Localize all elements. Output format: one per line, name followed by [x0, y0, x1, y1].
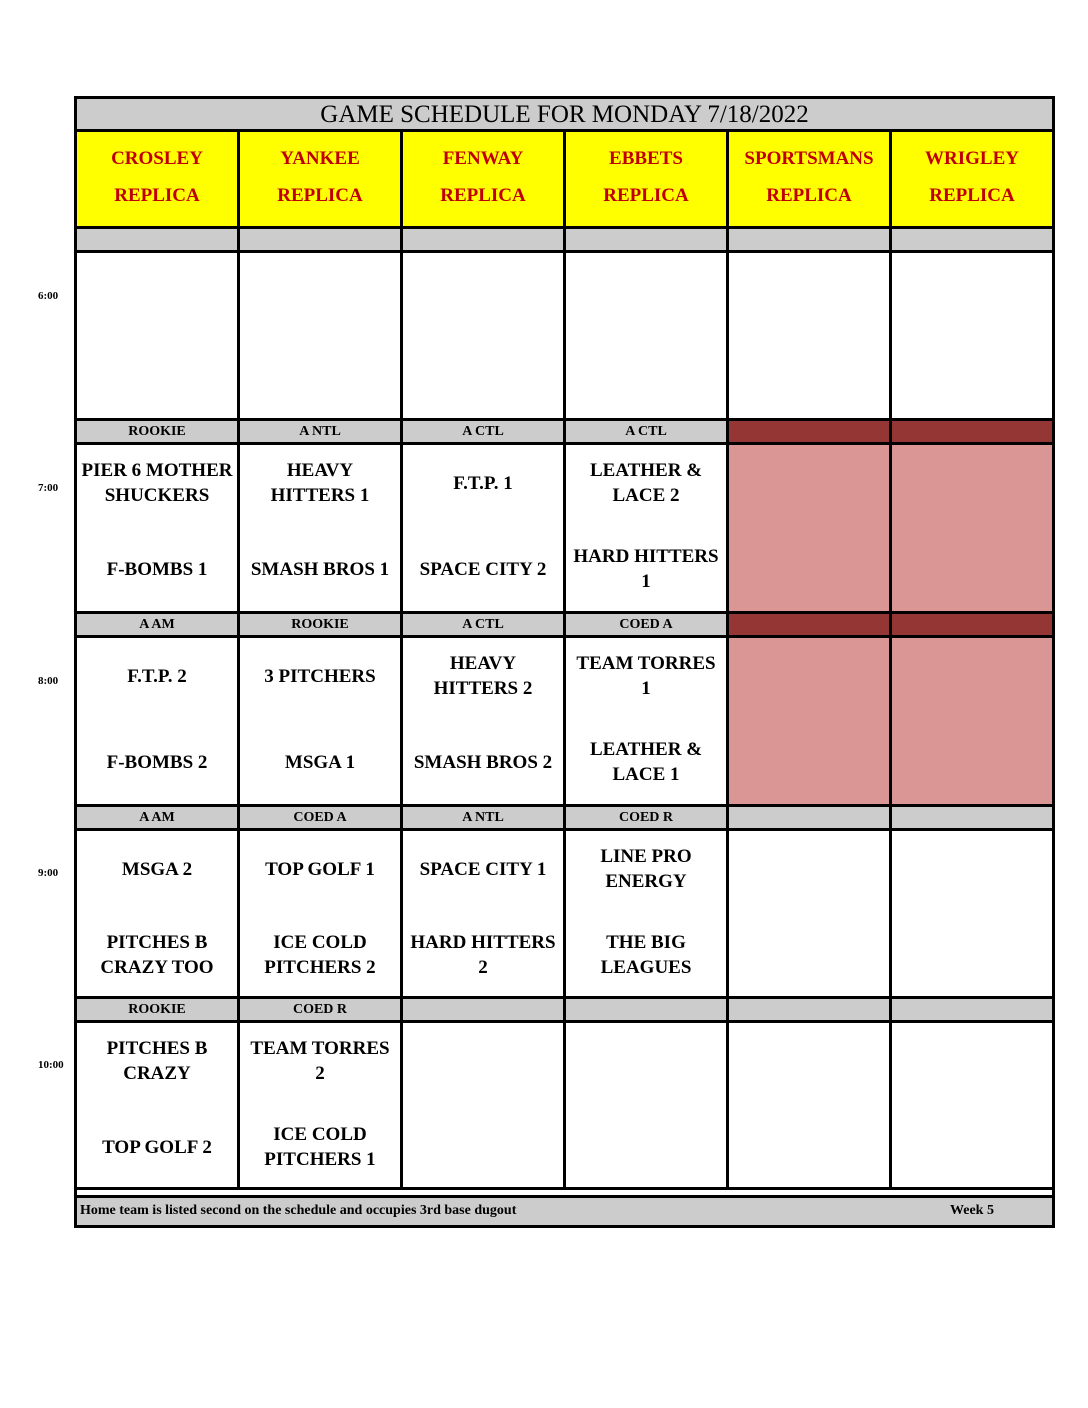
- venue-subtitle: REPLICA: [603, 185, 689, 206]
- division-label: ROOKIE: [77, 421, 237, 445]
- time-label: 7:00: [38, 482, 59, 494]
- game-cell: [892, 445, 1052, 614]
- game-cell: [729, 445, 889, 614]
- game-cell: [403, 831, 563, 999]
- home-team: ICE COLD PITCHERS 1: [264, 1124, 376, 1170]
- away-team: [729, 1031, 889, 1091]
- away-team: LINE PRO ENERGY: [600, 846, 692, 892]
- home-team: [403, 347, 563, 407]
- home-team: [729, 539, 889, 599]
- home-team: [566, 1117, 726, 1177]
- away-team: [892, 646, 1052, 706]
- division-label: [729, 229, 889, 253]
- division-label: [729, 999, 889, 1023]
- away-team: [892, 261, 1052, 321]
- away-team: LEATHER & LACE 2: [589, 460, 703, 506]
- home-team: [892, 1117, 1052, 1177]
- away-team: [892, 839, 1052, 899]
- game-cell: [77, 1023, 237, 1190]
- game-cell: [77, 445, 237, 614]
- game-cell: [240, 253, 400, 421]
- time-label: 8:00: [38, 675, 59, 687]
- venue-name: FENWAY: [442, 148, 524, 169]
- division-label: A NTL: [240, 421, 400, 445]
- home-team: [729, 1117, 889, 1177]
- away-team: TEAM TORRES 2: [250, 1038, 390, 1084]
- schedule-footer: [77, 1195, 1052, 1225]
- venue-header: [403, 132, 563, 229]
- time-label: 6:00: [38, 290, 59, 302]
- away-team: [566, 1031, 726, 1091]
- away-team: [77, 261, 237, 321]
- home-team: LEATHER & LACE 1: [589, 739, 703, 785]
- home-team: HARD HITTERS 1: [573, 546, 719, 592]
- away-team: [729, 453, 889, 513]
- division-label: [892, 229, 1052, 253]
- game-cell: [77, 638, 237, 807]
- division-label: COED A: [240, 807, 400, 831]
- away-team: F.T.P. 1: [453, 472, 513, 494]
- away-team: HEAVY HITTERS 2: [433, 653, 533, 699]
- home-team: HARD HITTERS 2: [410, 932, 556, 978]
- game-cell: [240, 1023, 400, 1190]
- home-team: THE BIG LEAGUES: [600, 932, 692, 978]
- division-label: A AM: [77, 614, 237, 638]
- home-team: [892, 925, 1052, 985]
- venue-header: [77, 132, 237, 229]
- game-cell: [729, 831, 889, 999]
- venue-subtitle: REPLICA: [766, 185, 852, 206]
- home-team: [729, 925, 889, 985]
- game-cell: [566, 1023, 726, 1190]
- schedule-grid: [77, 132, 1052, 1190]
- venue-header: [729, 132, 889, 229]
- venue-name: CROSLEY: [111, 148, 203, 169]
- away-team: [403, 261, 563, 321]
- venue-subtitle: REPLICA: [929, 185, 1015, 206]
- home-team: ICE COLD PITCHERS 2: [264, 932, 376, 978]
- home-team: MSGA 1: [284, 751, 356, 773]
- away-team: TOP GOLF 1: [265, 858, 375, 880]
- time-label: 10:00: [38, 1059, 64, 1071]
- division-label: A CTL: [566, 421, 726, 445]
- division-label: [892, 999, 1052, 1023]
- schedule-sheet: [74, 96, 1055, 1228]
- division-label: COED A: [566, 614, 726, 638]
- home-team: SPACE CITY 2: [419, 558, 547, 580]
- division-label: [566, 999, 726, 1023]
- home-team: [892, 539, 1052, 599]
- game-cell: [240, 638, 400, 807]
- home-team: F-BOMBS 1: [106, 558, 208, 580]
- away-team: [892, 453, 1052, 513]
- division-label: A CTL: [403, 614, 563, 638]
- away-team: SPACE CITY 1: [419, 858, 547, 880]
- division-label: [729, 421, 889, 445]
- game-cell: [892, 1023, 1052, 1190]
- away-team: [729, 839, 889, 899]
- division-label: [729, 614, 889, 638]
- game-cell: [729, 638, 889, 807]
- game-cell: [566, 831, 726, 999]
- game-cell: [566, 445, 726, 614]
- venue-subtitle: REPLICA: [114, 185, 200, 206]
- division-label: [892, 614, 1052, 638]
- venue-subtitle: REPLICA: [440, 185, 526, 206]
- home-team: F-BOMBS 2: [106, 751, 208, 773]
- away-team: [729, 261, 889, 321]
- division-label: ROOKIE: [77, 999, 237, 1023]
- away-team: PIER 6 MOTHER SHUCKERS: [81, 460, 233, 506]
- division-label: [892, 421, 1052, 445]
- home-team: [729, 732, 889, 792]
- away-team: [403, 1031, 563, 1091]
- game-cell: [566, 253, 726, 421]
- away-team: [892, 1031, 1052, 1091]
- home-team: SMASH BROS 1: [250, 558, 390, 580]
- venue-name: WRIGLEY: [925, 148, 1019, 169]
- away-team: MSGA 2: [121, 858, 193, 880]
- footer-note: Home team is listed second on the schedule and occupies 3rd base dugout: [80, 1203, 517, 1218]
- division-label: [240, 229, 400, 253]
- game-cell: [892, 831, 1052, 999]
- away-team: HEAVY HITTERS 1: [270, 460, 370, 506]
- venue-header: [240, 132, 400, 229]
- away-team: [240, 261, 400, 321]
- venue-header: [892, 132, 1052, 229]
- game-cell: [729, 1023, 889, 1190]
- game-cell: [403, 445, 563, 614]
- division-label: [403, 999, 563, 1023]
- home-team: SMASH BROS 2: [413, 751, 553, 773]
- game-cell: [566, 638, 726, 807]
- away-team: [566, 261, 726, 321]
- division-label: A CTL: [403, 421, 563, 445]
- week-label: Week 5: [950, 1203, 994, 1218]
- division-label: ROOKIE: [240, 614, 400, 638]
- game-cell: [240, 831, 400, 999]
- division-label: A NTL: [403, 807, 563, 831]
- venue-subtitle: REPLICA: [277, 185, 363, 206]
- home-team: [566, 347, 726, 407]
- division-label: A AM: [77, 807, 237, 831]
- home-team: TOP GOLF 2: [102, 1136, 212, 1158]
- venue-name: SPORTSMANS: [744, 148, 874, 169]
- home-team: [403, 1117, 563, 1177]
- home-team: [240, 347, 400, 407]
- venue-name: YANKEE: [280, 148, 360, 169]
- venue-header: [566, 132, 726, 229]
- home-team: [77, 347, 237, 407]
- away-team: PITCHES B CRAZY: [106, 1038, 208, 1084]
- division-label: COED R: [240, 999, 400, 1023]
- away-team: F.T.P. 2: [127, 665, 187, 687]
- venue-name: EBBETS: [609, 148, 683, 169]
- game-cell: [403, 638, 563, 807]
- division-label: [403, 229, 563, 253]
- home-team: [892, 347, 1052, 407]
- game-cell: [892, 638, 1052, 807]
- game-cell: [77, 831, 237, 999]
- away-team: TEAM TORRES 1: [576, 653, 716, 699]
- division-label: [566, 229, 726, 253]
- division-label: [77, 229, 237, 253]
- home-team: PITCHES B CRAZY TOO: [100, 932, 214, 978]
- game-cell: [77, 253, 237, 421]
- division-label: [729, 807, 889, 831]
- home-team: [892, 732, 1052, 792]
- time-label: 9:00: [38, 867, 59, 879]
- game-cell: [403, 253, 563, 421]
- game-cell: [729, 253, 889, 421]
- away-team: 3 PITCHERS: [264, 665, 376, 687]
- home-team: [729, 347, 889, 407]
- page-title: GAME SCHEDULE FOR MONDAY 7/18/2022: [77, 99, 1052, 132]
- division-label: COED R: [566, 807, 726, 831]
- game-cell: [403, 1023, 563, 1190]
- game-cell: [240, 445, 400, 614]
- division-label: [892, 807, 1052, 831]
- game-cell: [892, 253, 1052, 421]
- away-team: [729, 646, 889, 706]
